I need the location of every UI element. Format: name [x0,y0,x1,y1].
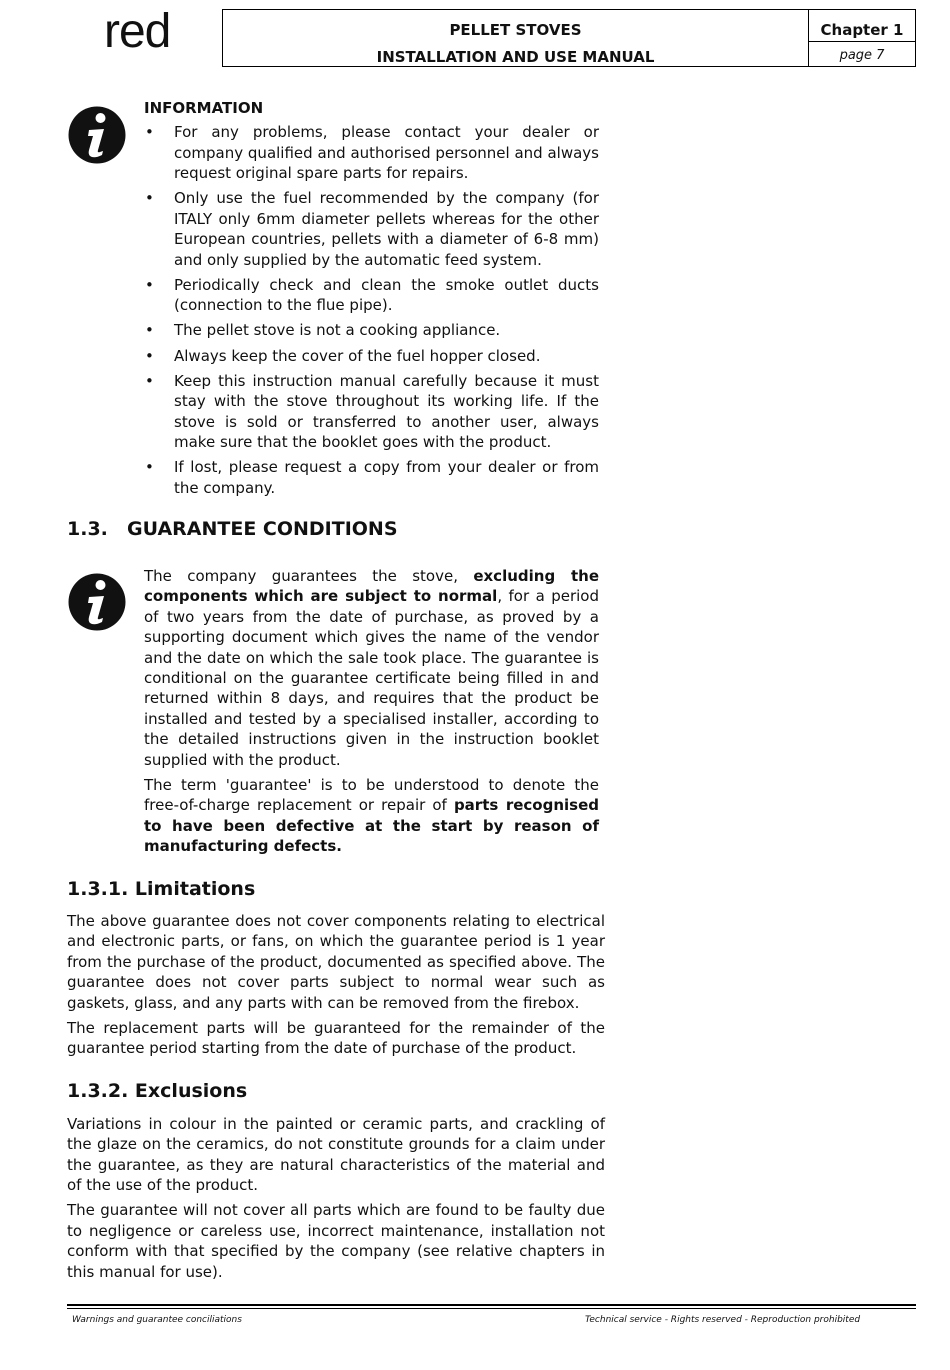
information-icon [67,572,127,632]
footer-divider [67,1304,916,1306]
footer-left-text: Warnings and guarantee conciliations [72,1315,242,1325]
section-number: 1.3. [67,518,108,540]
guarantee-p2-bold: parts recognised to have been defective at the start by reason of manufacturing defects. [144,796,599,856]
header-title-cell [223,10,809,66]
guarantee-paragraph [144,566,599,770]
brand-logo: red [104,5,171,58]
exclusions-heading: 1.3.2. Exclusions [67,1080,248,1102]
guarantee-p1-end: , for a period of two years from the date of purchase, as proved by a supporting document which gives the name of the vendor and the date on which the sale took place. The guarantee is conditional on the guarantee certificate being filled in and returned within 8 days, and requires that the product be installed and tested by a specialised installer, according to the detailed instructions given in the instruction booklet supplied with the product. [144,587,599,769]
limitations-heading: 1.3.1. Limitations [67,878,256,900]
header-chapter-cell [809,10,915,66]
list-item: • Always keep the cover of the fuel hopper closed. [144,346,599,366]
list-item: • Keep this instruction manual carefully because it must stay with the stove throughout its working life. If the stove is sold or transferred to another user, always make sure that the booklet goes with the product. [144,371,599,453]
header-title-line2: INSTALLATION AND USE MANUAL [376,48,655,66]
page-number: page 7 [839,48,885,63]
information-list [144,122,599,498]
footer-right-text: Technical service - Rights reserved - Reproduction prohibited [585,1315,861,1325]
limitations-paragraph: The replacement parts will be guaranteed for the remainder of the guarantee period starting from the date of purchase of the product. [67,1018,605,1058]
list-item: • The pellet stove is not a cooking appliance. [144,320,599,340]
guarantee-text [144,566,599,861]
guarantee-paragraph [144,775,599,857]
list-item: • Periodically check and clean the smoke outlet ducts (connection to the flue pipe). [144,275,599,316]
limitations-paragraph: The above guarantee does not cover components relating to electrical and electronic parts, or fans, on which the guarantee period is 1 year from the purchase of the product, documented as specified above. The guarantee does not cover parts subject to normal wear such as gaskets, glass, and any parts with can be removed from the firebox. [67,912,605,1012]
information-heading: INFORMATION [144,99,264,117]
guarantee-p2-start: The term 'guarantee' is to be understood to denote the free-of-charge replacement or repair of [144,775,599,815]
information-icon [67,105,127,165]
header-title-line1: PELLET STOVES [449,21,582,39]
chapter-label: Chapter 1 [809,10,915,42]
list-item: • Only use the fuel recommended by the company (for ITALY only 6mm diameter pellets whereas for the other European countries, pellets with a diameter of 6-8 mm) and only supplied by the automatic feed system. [144,188,599,270]
guarantee-p1-bold: excluding the components which are subject to normal [144,567,599,606]
exclusions-text [67,1114,605,1287]
section-title: GUARANTEE CONDITIONS [127,518,398,540]
limitations-text [67,911,605,1063]
guarantee-p1-start: The company guarantees the stove, [144,567,474,585]
exclusions-paragraph: The guarantee will not cover all parts which are found to be faulty due to negligence or careless use, incorrect maintenance, installation not conform with that specified by the company (see relative chapters in this manual for use). [67,1201,605,1281]
exclusions-paragraph: Variations in colour in the painted or ceramic parts, and crackling of the glaze on the ceramics, do not constitute grounds for a claim under the guarantee, as they are natural characteristics of the material and of the use of the product. [67,1115,605,1195]
information-block [144,98,599,503]
list-item: • If lost, please request a copy from your dealer or from the company. [144,457,599,498]
list-item: • For any problems, please contact your dealer or company qualified and authorised personnel and always request original spare parts for repairs. [144,122,599,183]
footer-divider [67,1308,916,1309]
header-box [222,9,916,67]
